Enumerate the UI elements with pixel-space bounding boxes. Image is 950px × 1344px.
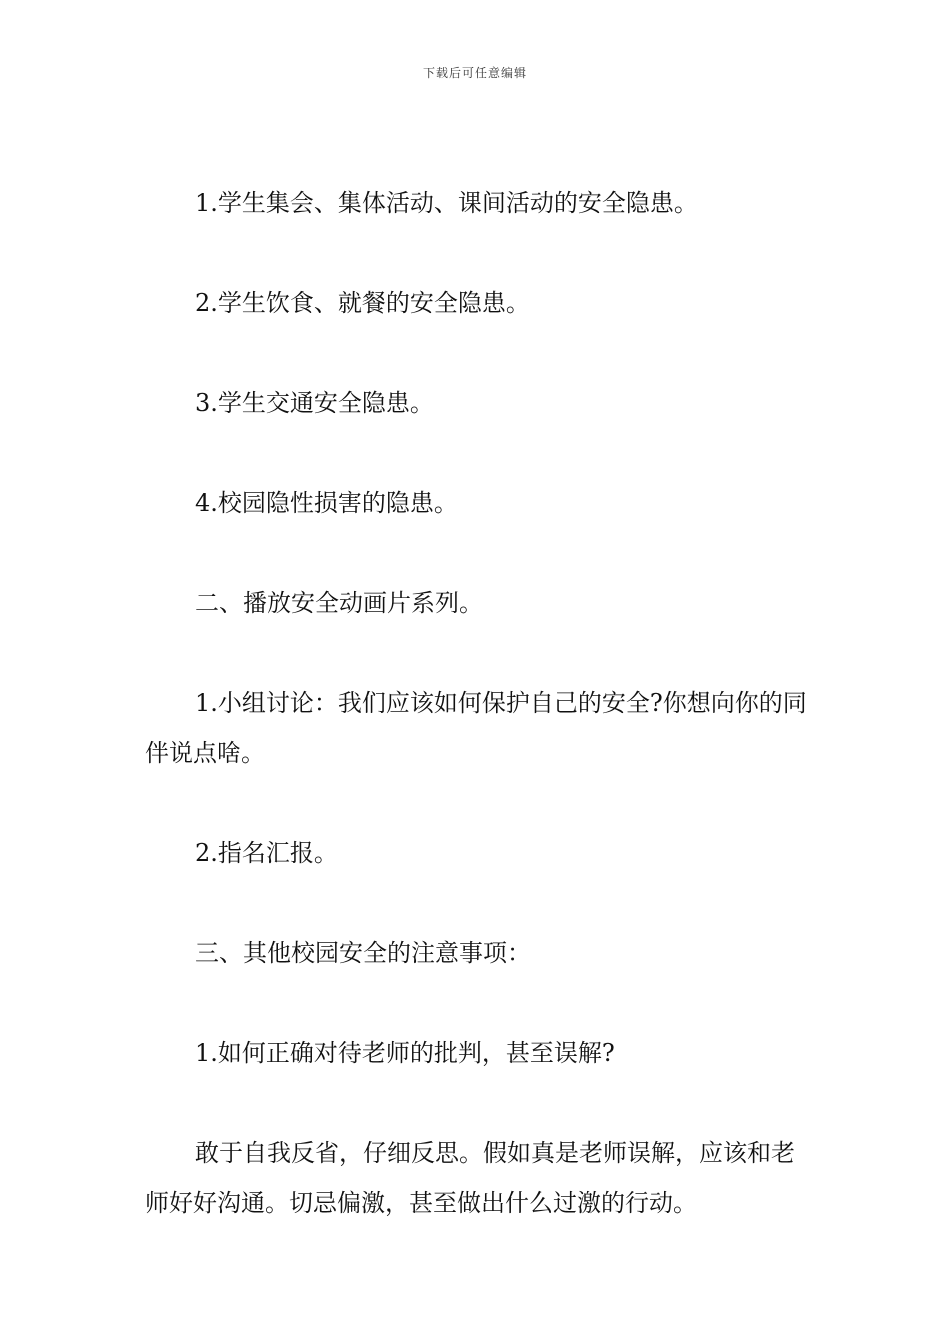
paragraph-answer: 敢于自我反省，仔细反思。假如真是老师误解，应该和老师好好沟通。切忌偏激，甚至做出什么过激的行动。 [145,1139,795,1217]
document-body [145,178,810,1228]
section-heading-3: 三、其他校园安全的注意事项： [195,939,531,967]
paragraph-item-1: 1.学生集会、集体活动、课间活动的安全隐患。 [195,189,698,217]
page-header-note: 下载后可任意编辑 [422,66,527,80]
paragraph-question: 1.如何正确对待老师的批判，甚至误解? [195,1039,615,1067]
paragraph-item-3: 3.学生交通安全隐患。 [195,389,434,417]
paragraph-discussion: 1.小组讨论：我们应该如何保护自己的安全?你想向你的同伴说点啥。 [145,689,807,767]
section-heading-2: 二、播放安全动画片系列。 [195,589,483,617]
paragraph-item-4: 4.校园隐性损害的隐患。 [195,489,458,517]
paragraph-item-2: 2.学生饮食、就餐的安全隐患。 [195,289,530,317]
paragraph-report: 2.指名汇报。 [195,839,338,867]
